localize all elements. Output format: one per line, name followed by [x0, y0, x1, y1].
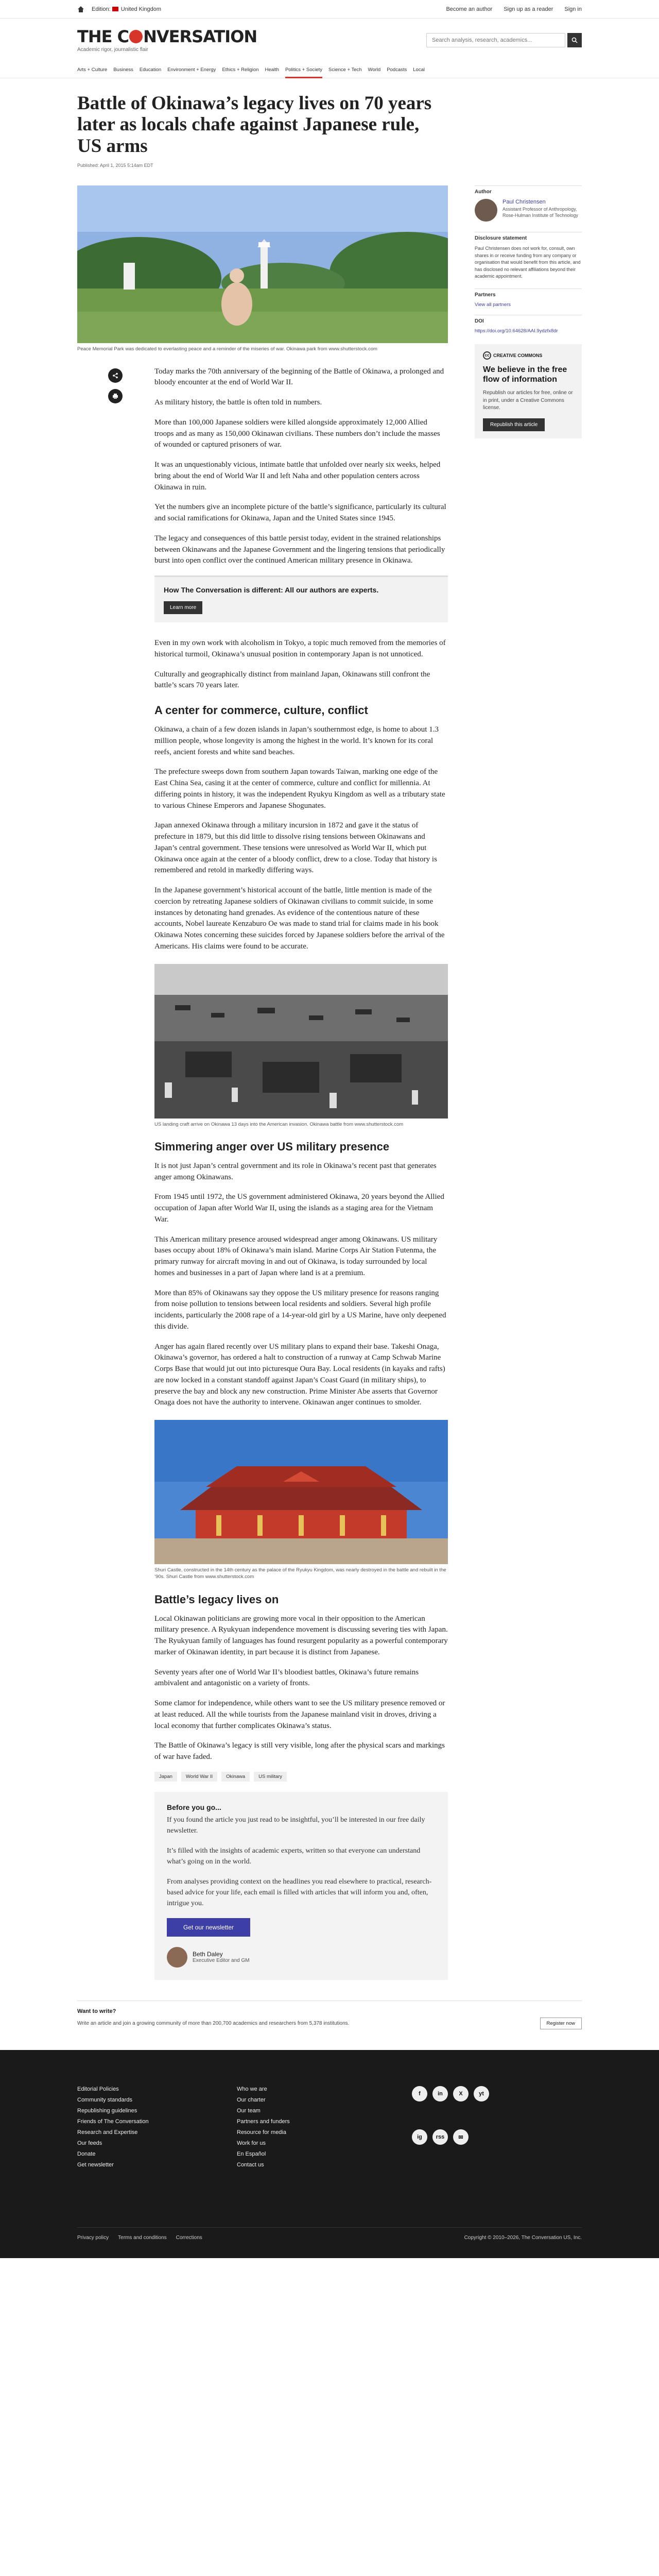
article-paragraph: Okinawa, a chain of a few dozen islands in Japan’s southernmost edge, is home to about 1.3 million people, whose longevity is among the highest in the world. It’s known for its coral reefs, ancient forests and white sand beaches.: [154, 725, 439, 756]
footer-link[interactable]: Partners and funders: [237, 2118, 290, 2125]
tag[interactable]: Japan: [154, 1772, 177, 1782]
nav-item-arts-culture[interactable]: Arts + Culture: [77, 67, 108, 73]
footer-column-1: [77, 2086, 237, 2168]
write-heading: Want to write?: [77, 2008, 116, 2014]
share-bar: [77, 366, 154, 2001]
article-paragraph: Local Okinawan politicians are growing more vocal in their opposition to the American military presence. A Ryukyuan independence movement is discussing severing ties with Japan. The Ryukyuan family of languages has found resurgent popularity as a powerful contemporary marker of Okinawan identity, in part because it is distinct from Japanese.: [154, 1614, 448, 1656]
search-button[interactable]: [567, 33, 582, 47]
republish-button[interactable]: Republish this article: [483, 418, 545, 431]
copyright: Copyright © 2010–2026, The Conversation US, Inc.: [464, 2234, 582, 2241]
footer-link[interactable]: Donate: [77, 2150, 96, 2157]
landing-image[interactable]: [154, 964, 448, 1118]
footer-column-2: [237, 2086, 396, 2168]
tag[interactable]: Okinawa: [221, 1772, 250, 1782]
article-paragraph: More than 100,000 Japanese soldiers were killed alongside approximately 12,000 Allied troops and as many as 150,000 Okinawan civilians. These numbers don’t include the masses of wounded or captured prisoners of war.: [154, 418, 440, 449]
nav-item-business[interactable]: Business: [113, 67, 133, 73]
promo-text: How The Conversation is different: All our authors are experts.: [164, 586, 379, 595]
published-date: Published: April 1, 2015 5:14am EDT: [77, 163, 153, 168]
landing-caption: US landing craft arrive on Okinawa 13 days into the American invasion. Okinawa battle from www.shutterstock.com: [154, 1121, 404, 1127]
nav-item-education[interactable]: Education: [139, 67, 162, 73]
social-icon[interactable]: ✉: [453, 2129, 469, 2145]
article-title: Battle of Okinawa’s legacy lives on 70 years later as locals chafe against Japanese rule, US arms: [77, 93, 432, 157]
footer-link[interactable]: Research and Expertise: [77, 2129, 138, 2136]
newsletter-text-1: If you found the article you just read to be insightful, you’ll be interested in our free daily newsletter.: [167, 1816, 425, 1835]
footer-bottom-link[interactable]: Terms and conditions: [118, 2234, 167, 2241]
signup-reader-link[interactable]: Sign up as a reader: [504, 6, 553, 12]
nav-item-podcasts[interactable]: Podcasts: [387, 67, 407, 73]
article-main: [77, 185, 448, 2001]
article-paragraph: Even in my own work with alcoholism in Tokyo, a topic much removed from the memories of historical turmoil, Okinawa’s unusual position in contemporary Japan is not unnoticed.: [154, 639, 446, 658]
article-paragraph: The legacy and consequences of this battle persist today, evident in the strained relationships between Okinawans and the Japanese Government and the lingering tensions that periodically burst into open conflict over the continued American military presence in Okinawa.: [154, 534, 445, 565]
edition-label: Edition:: [92, 6, 111, 12]
author-avatar: [475, 199, 497, 222]
article-paragraph: Culturally and geographically distinct from mainland Japan, Okinawans still confront the battle’s scars 70 years later.: [154, 670, 430, 690]
disclosure-text: Paul Christensen does not work for, consult, own shares in or receive funding from any company or organisation that would benefit from this article, and has disclosed no relevant affiliations beyond their academic appointment.: [475, 246, 581, 279]
article-paragraph: Yet the numbers give an incomplete picture of the battle’s significance, particularly its cultural and social ramifications for Okinawa, Japan and the United States since 1945.: [154, 503, 446, 523]
article-sidebar: [475, 185, 582, 2001]
article-paragraph: Japan annexed Okinawa through a military incursion in 1872 and gave it the status of prefecture in 1879, but this did little to dissolve rising tensions between Okinawans and Japan’s central government. These tensions were unresolved as World War II, which put Okinawa once again at the center of a bloody conflict, drew to a close. Today that history is remembered and retold in markedly differing ways.: [154, 821, 437, 875]
castle-caption: Shuri Castle, constructed in the 14th century as the palace of the Ryukyu Kingdom, was nearly destroyed in the battle and rebuilt in the ’90s. Shuri Castle from www.shutterstock.com: [154, 1567, 446, 1580]
author-name[interactable]: Paul Christensen: [502, 199, 546, 206]
article-paragraph: It was an unquestionably vicious, intimate battle that unfolded over nearly six weeks, helped bring about the end of World War II and left Naha and other population centers across Okinawa in ruin.: [154, 461, 441, 492]
castle-image[interactable]: [154, 1420, 448, 1564]
article-paragraph: The prefecture sweeps down from southern Japan towards Taiwan, marking one edge of the East China Sea, casing it at the center of commerce, culture and conflict for millennia. At differing points in history, it was the independent Ryukyu Kingdom as well as a tributary state to various Chinese Emperors and Japanese Shogunates.: [154, 768, 445, 810]
article-body: [154, 366, 448, 2001]
editor-signature: [167, 1947, 436, 1968]
nav-item-world[interactable]: World: [368, 67, 381, 73]
article-paragraph: Today marks the 70th anniversary of the beginning of the Battle of Okinawa, a prolonged and bloody encounter at the end of World War II.: [154, 367, 444, 387]
footer-link[interactable]: Republishing guidelines: [77, 2107, 137, 2114]
footer-link[interactable]: Work for us: [237, 2140, 266, 2146]
top-bar: [0, 0, 659, 19]
author-heading: Author: [475, 185, 582, 195]
write-text: Write an article and join a growing community of more than 200,700 academics and researchers from 5,378 institutions.: [77, 2020, 350, 2026]
disclosure-heading: Disclosure statement: [475, 232, 582, 241]
nav-item-health[interactable]: Health: [265, 67, 279, 73]
promo-box: [154, 575, 448, 622]
learn-more-button[interactable]: Learn more: [164, 601, 202, 614]
logo-text-post: NVERSATION: [143, 26, 257, 46]
social-links: [412, 2086, 499, 2168]
landing-figure: [154, 964, 448, 1128]
footer-link[interactable]: Our charter: [237, 2096, 266, 2103]
footer-link[interactable]: Who we are: [237, 2086, 267, 2092]
search-bar: [426, 33, 582, 47]
footer-bottom-link[interactable]: Privacy policy: [77, 2234, 109, 2241]
tag-list: [154, 1772, 448, 1782]
footer-bottom: [77, 2227, 582, 2241]
nav-item-politics-society[interactable]: Politics + Society: [285, 67, 322, 78]
footer-link[interactable]: Contact us: [237, 2161, 264, 2168]
newsletter-box: [154, 1792, 448, 1980]
footer-link[interactable]: Our team: [237, 2107, 261, 2114]
article-paragraph: This American military presence aroused widespread anger among Okinawans. US military bases occupy about 18% of Okinawa’s main island. Marine Corps Air Station Futenma, the primary runway for aircraft moving in and out of Okinawa, is today surrounded by local homes and businesses in a part of Japan where land is at a premium.: [154, 1235, 438, 1277]
social-icon[interactable]: ig: [412, 2129, 427, 2145]
logo-text-pre: THE C: [77, 26, 129, 46]
newsletter-lead: Before you go...: [167, 1803, 221, 1811]
article-paragraph: Some clamor for independence, while others want to see the US military presence removed or at least reduced. All the while tourists from the Japanese mainland visit in droves, driving a local economy that further complicates Okinawa’s status.: [154, 1699, 445, 1730]
footer-link[interactable]: Resource for media: [237, 2129, 286, 2136]
castle-figure: [154, 1420, 448, 1581]
footer-bottom-link[interactable]: Corrections: [176, 2234, 202, 2241]
section-heading-commerce: A center for commerce, culture, conflict: [154, 704, 368, 717]
author-card[interactable]: [475, 199, 582, 222]
print-icon[interactable]: [108, 389, 123, 403]
doi-link[interactable]: https://doi.org/10.64628/AAI.9ydzfx8dr: [475, 328, 558, 334]
editor-avatar: [167, 1947, 187, 1968]
want-to-write: [77, 2001, 582, 2029]
site-footer: [0, 2050, 659, 2258]
doi-heading: DOI: [475, 315, 582, 324]
cc-icon: cc: [483, 351, 491, 360]
footer-link[interactable]: En Español: [237, 2150, 266, 2157]
article-paragraph: More than 85% of Okinawans say they oppose the US military presence for reasons ranging from noise pollution to tensions between local residents and soldiers. Several high profile incidents, particularly the 2008 rape of a 14-year-old girl by a US Marine, have only deepened this divide.: [154, 1289, 446, 1331]
nav-item-science-tech[interactable]: Science + Tech: [328, 67, 362, 73]
hero-caption: Peace Memorial Park was dedicated to everlasting peace and a reminder of the miseries of war. Okinawa park from www.shutterstock.com: [77, 346, 377, 352]
article-paragraph: Seventy years after one of World War II’s bloodiest battles, Okinawa’s future remains ambivalent and antagonistic on a variety of fronts.: [154, 1668, 419, 1688]
author-role: Assistant Professor of Anthropology, Rose-Hulman Institute of Technology: [502, 207, 578, 218]
search-input[interactable]: [426, 33, 565, 47]
editor-name: Beth Daley: [193, 1951, 223, 1958]
footer-link[interactable]: Community standards: [77, 2096, 132, 2103]
republish-box: [475, 344, 582, 438]
edition-selector[interactable]: United Kingdom: [120, 6, 162, 12]
section-heading-anger: Simmering anger over US military presence: [154, 1140, 390, 1153]
article-paragraph: It is not just Japan’s central government and its role in Okinawa’s recent past that generates anger among Okinawans.: [154, 1161, 437, 1181]
get-newsletter-button[interactable]: Get our newsletter: [167, 1918, 250, 1937]
social-icon[interactable]: X: [453, 2086, 469, 2102]
logo[interactable]: [77, 28, 257, 53]
creative-commons-logo: [483, 351, 574, 360]
newsletter-text-2: It’s filled with the insights of academic experts, written so that everyone can understand what’s going on in the world.: [167, 1846, 421, 1866]
footer-link[interactable]: Our feeds: [77, 2140, 102, 2146]
social-icon[interactable]: f: [412, 2086, 427, 2102]
article-paragraph: Anger has again flared recently over US military plans to expand their base. Takeshi Onaga, Okinawa’s governor, has ordered a halt to construction of a runway at Camp Schwab Marine Corps Base that would jut out into picturesque Oura Bay. Local residents (in kayaks and rafts) are now locked in a constant standoff against Japan’s Coast Guard (in military ships), to preserve the bay and block any new construction. Prime Minister Abe asserts that Governor Onaga does not have the authority to intervene. Okinawan anger continues to smolder.: [154, 1342, 445, 1407]
footer-link[interactable]: Editorial Policies: [77, 2086, 119, 2092]
share-icon[interactable]: [108, 368, 123, 383]
flag-icon: [112, 7, 118, 11]
site-header: [0, 19, 659, 62]
republish-heading: We believe in the free flow of information: [483, 365, 567, 384]
section-nav: [0, 62, 659, 78]
nav-item-ethics-religion[interactable]: Ethics + Religion: [222, 67, 259, 73]
newsletter-text-3: From analyses providing context on the headlines you read elsewhere to practical, research-based advice for your life, each email is filled with articles that will inform you and, often, intrigue you.: [167, 1877, 432, 1907]
hero-image[interactable]: [77, 185, 448, 343]
home-icon[interactable]: [77, 6, 84, 13]
social-icon[interactable]: rss: [432, 2129, 448, 2145]
article-paragraph: As military history, the battle is often told in numbers.: [154, 398, 322, 407]
editor-role: Executive Editor and GM: [193, 1958, 250, 1964]
register-now-button[interactable]: Register now: [540, 2018, 582, 2029]
nav-item-environment-energy[interactable]: Environment + Energy: [167, 67, 216, 73]
republish-text: Republish our articles for free, online or in print, under a Creative Commons license.: [483, 390, 573, 411]
article-paragraph: The Battle of Okinawa’s legacy is still very visible, long after the physical scars and markings of war have faded.: [154, 1741, 445, 1761]
social-icon[interactable]: in: [432, 2086, 448, 2102]
hero-figure: [77, 185, 448, 352]
article-paragraph: In the Japanese government’s historical account of the battle, little mention is made of the coercion by retreating Japanese soldiers of Okinawan civilians to commit suicide, in some instances by detonating hand grenades. As evidence of the contentious nature of these accounts, Nobel laureate Kenzaburo Oe was made to stand trial for claims made in his book Okinawa Notes concerning these suicides forced by Japanese soldiers before the arrival of the Americans. His claims were found to be accurate.: [154, 886, 445, 951]
footer-link[interactable]: Get newsletter: [77, 2161, 114, 2168]
tag[interactable]: US military: [254, 1772, 287, 1782]
article-paragraph: From 1945 until 1972, the US government administered Okinawa, 20 years beyond the Allied occupation of Japan after World War II, using the islands as a staging area for the Vietnam War.: [154, 1193, 444, 1224]
social-icon[interactable]: yt: [474, 2086, 489, 2102]
article: [77, 78, 582, 2001]
signin-link[interactable]: Sign in: [564, 6, 582, 12]
logo-dot-icon: [129, 30, 143, 43]
partners-link[interactable]: View all partners: [475, 301, 511, 308]
cc-text: CREATIVE COMMONS: [493, 352, 543, 358]
tag[interactable]: World War II: [181, 1772, 217, 1782]
nav-item-local[interactable]: Local: [413, 67, 425, 73]
partners-heading: Partners: [475, 289, 582, 298]
section-heading-legacy: Battle’s legacy lives on: [154, 1592, 279, 1606]
become-author-link[interactable]: Become an author: [446, 6, 493, 12]
search-icon: [571, 37, 578, 43]
footer-link[interactable]: Friends of The Conversation: [77, 2118, 149, 2125]
tagline: Academic rigor, journalistic flair: [77, 46, 148, 53]
